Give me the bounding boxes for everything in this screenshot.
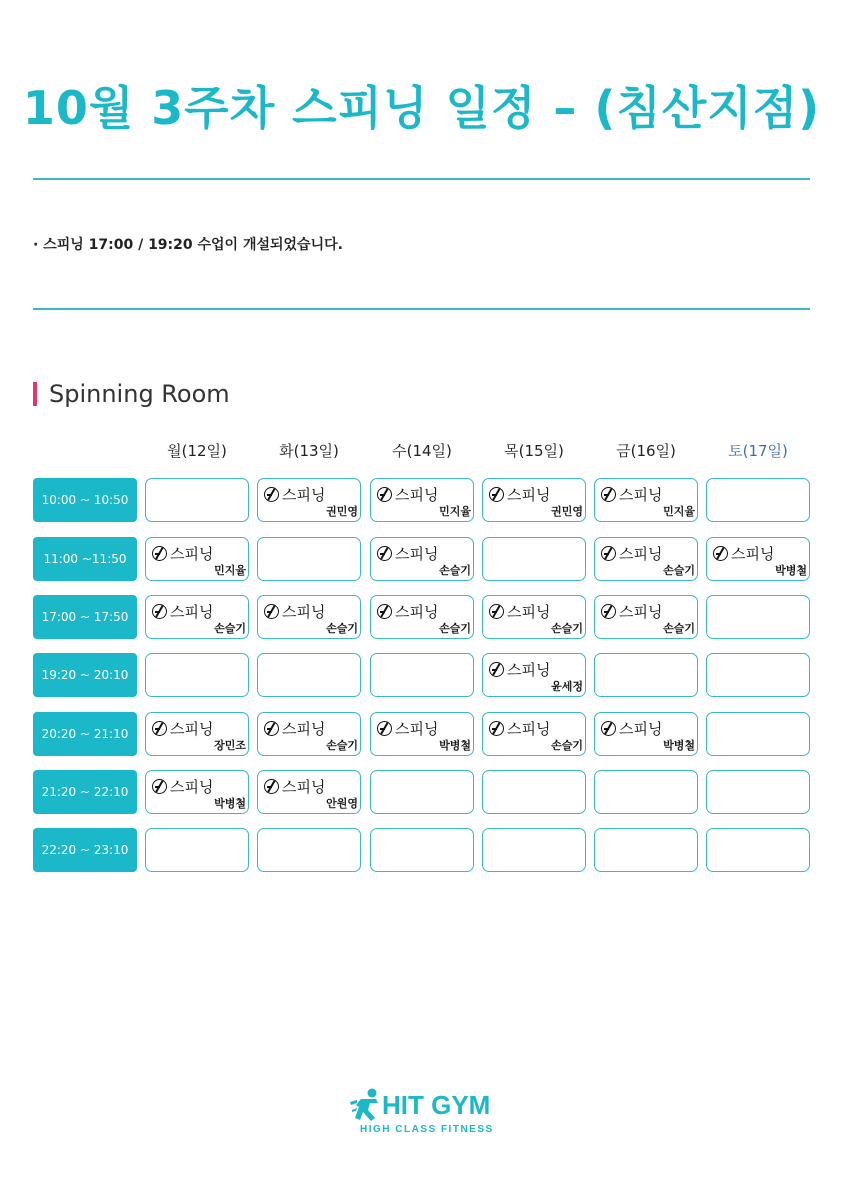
empty-slot: [370, 770, 474, 814]
empty-slot: [482, 828, 586, 872]
day-header: 목(15일): [504, 442, 564, 460]
day-header: 화(13일): [279, 442, 339, 460]
empty-slot: [145, 478, 249, 522]
empty-slot: [145, 828, 249, 872]
class-slot: [706, 537, 810, 581]
class-entry: [152, 718, 213, 739]
room-title: [33, 380, 230, 408]
class-name: 스피닝: [170, 778, 214, 796]
instructor-name: 민지율: [439, 505, 471, 518]
time-slot-label: 17:00 ~ 17:50: [33, 595, 137, 639]
class-slot: [594, 595, 698, 639]
class-name: 스피닝: [170, 603, 214, 621]
class-slot: [145, 537, 249, 581]
bike-icon: [601, 546, 616, 561]
class-name: 스피닝: [395, 720, 439, 738]
instructor-name: 권민영: [551, 505, 583, 518]
instructor-name: 손슬기: [326, 622, 358, 635]
class-name: 스피닝: [507, 486, 551, 504]
instructor-name: 민지율: [663, 505, 695, 518]
class-entry: [377, 484, 438, 505]
class-entry: [152, 543, 213, 564]
class-slot: [370, 537, 474, 581]
empty-slot: [594, 770, 698, 814]
instructor-name: 안원영: [326, 797, 358, 810]
day-header: 토(17일): [728, 442, 788, 460]
bike-icon: [152, 546, 167, 561]
instructor-name: 손슬기: [551, 739, 583, 752]
bike-icon: [377, 487, 392, 502]
instructor-name: 손슬기: [663, 564, 695, 577]
bike-icon: [713, 546, 728, 561]
class-name: 스피닝: [507, 603, 551, 621]
bike-icon: [152, 779, 167, 794]
empty-slot: [706, 770, 810, 814]
class-name: 스피닝: [619, 603, 663, 621]
day-header: 월(12일): [167, 442, 227, 460]
class-slot: [594, 537, 698, 581]
hitgym-logo: [348, 1088, 498, 1138]
class-slot: [482, 478, 586, 522]
class-slot: [257, 595, 361, 639]
bike-icon: [489, 662, 504, 677]
empty-slot: [145, 653, 249, 697]
instructor-name: 손슬기: [551, 622, 583, 635]
empty-slot: [370, 828, 474, 872]
class-name: 스피닝: [395, 486, 439, 504]
class-slot: [594, 478, 698, 522]
bike-icon: [264, 487, 279, 502]
class-entry: [601, 718, 662, 739]
empty-slot: [706, 828, 810, 872]
class-slot: [145, 595, 249, 639]
class-name: 스피닝: [395, 545, 439, 563]
time-slot-label: 22:20 ~ 23:10: [33, 828, 137, 872]
class-slot: [370, 595, 474, 639]
bike-icon: [489, 721, 504, 736]
bike-icon: [601, 721, 616, 736]
time-slot-label: 20:20 ~ 21:10: [33, 712, 137, 756]
day-header: 금(16일): [616, 442, 676, 460]
class-slot: [482, 712, 586, 756]
instructor-name: 박병철: [439, 739, 471, 752]
class-name: 스피닝: [619, 486, 663, 504]
class-entry: [377, 543, 438, 564]
instructor-name: 박병철: [775, 564, 807, 577]
class-name: 스피닝: [282, 720, 326, 738]
bike-icon: [377, 604, 392, 619]
class-entry: [264, 601, 325, 622]
instructor-name: 박병철: [214, 797, 246, 810]
class-entry: [489, 601, 550, 622]
instructor-name: 손슬기: [439, 622, 471, 635]
time-slot-label: 19:20 ~ 20:10: [33, 653, 137, 697]
class-entry: [489, 659, 550, 680]
logo-sub-text: HIGH CLASS FITNESS: [360, 1124, 494, 1135]
bike-icon: [601, 487, 616, 502]
class-entry: [713, 543, 774, 564]
page-title: 10월 3주차 스피닝 일정 – (침산지점): [22, 81, 821, 135]
bike-icon: [152, 721, 167, 736]
class-entry: [264, 484, 325, 505]
instructor-name: 손슬기: [439, 564, 471, 577]
notice-divider: [33, 308, 810, 310]
time-slot-label: 21:20 ~ 22:10: [33, 770, 137, 814]
empty-slot: [482, 537, 586, 581]
class-slot: [145, 770, 249, 814]
class-name: 스피닝: [507, 661, 551, 679]
bike-icon: [489, 604, 504, 619]
class-slot: [370, 478, 474, 522]
bike-icon: [264, 604, 279, 619]
class-entry: [377, 601, 438, 622]
empty-slot: [482, 770, 586, 814]
notice-text: · 스피닝 17:00 / 19:20 수업이 개설되었습니다.: [33, 237, 343, 253]
class-entry: [264, 776, 325, 797]
time-slot-label: 10:00 ~ 10:50: [33, 478, 137, 522]
class-name: 스피닝: [731, 545, 775, 563]
class-entry: [377, 718, 438, 739]
class-name: 스피닝: [282, 778, 326, 796]
class-slot: [257, 712, 361, 756]
class-entry: [601, 543, 662, 564]
instructor-name: 박병철: [663, 739, 695, 752]
bike-icon: [264, 779, 279, 794]
instructor-name: 윤세정: [551, 680, 583, 693]
class-slot: [257, 770, 361, 814]
bike-icon: [601, 604, 616, 619]
class-slot: [370, 712, 474, 756]
instructor-name: 손슬기: [326, 739, 358, 752]
time-slot-label: 11:00 ~11:50: [33, 537, 137, 581]
bike-icon: [264, 721, 279, 736]
class-slot: [257, 478, 361, 522]
instructor-name: 권민영: [326, 505, 358, 518]
empty-slot: [706, 478, 810, 522]
bike-icon: [489, 487, 504, 502]
runner-figure-icon: [348, 1088, 384, 1124]
day-header: 수(14일): [392, 442, 452, 460]
title-divider: [33, 178, 810, 180]
class-name: 스피닝: [170, 545, 214, 563]
class-slot: [594, 712, 698, 756]
empty-slot: [257, 828, 361, 872]
class-name: 스피닝: [395, 603, 439, 621]
class-entry: [152, 601, 213, 622]
bike-icon: [377, 546, 392, 561]
empty-slot: [594, 828, 698, 872]
class-slot: [145, 712, 249, 756]
class-entry: [601, 601, 662, 622]
class-entry: [489, 718, 550, 739]
empty-slot: [370, 653, 474, 697]
empty-slot: [257, 537, 361, 581]
class-name: 스피닝: [282, 486, 326, 504]
room-name: Spinning Room: [49, 380, 230, 408]
class-entry: [264, 718, 325, 739]
class-slot: [482, 595, 586, 639]
empty-slot: [706, 595, 810, 639]
class-name: 스피닝: [619, 720, 663, 738]
empty-slot: [706, 712, 810, 756]
instructor-name: 민지율: [214, 564, 246, 577]
instructor-name: 손슬기: [663, 622, 695, 635]
class-entry: [489, 484, 550, 505]
class-name: 스피닝: [282, 603, 326, 621]
class-name: 스피닝: [170, 720, 214, 738]
bike-icon: [152, 604, 167, 619]
empty-slot: [594, 653, 698, 697]
bike-icon: [377, 721, 392, 736]
instructor-name: 손슬기: [214, 622, 246, 635]
empty-slot: [257, 653, 361, 697]
instructor-name: 장민조: [214, 739, 246, 752]
class-name: 스피닝: [619, 545, 663, 563]
room-marker: [33, 382, 37, 406]
class-entry: [601, 484, 662, 505]
class-entry: [152, 776, 213, 797]
empty-slot: [706, 653, 810, 697]
class-name: 스피닝: [507, 720, 551, 738]
class-slot: [482, 653, 586, 697]
logo-main-text: HIT GYM: [382, 1090, 491, 1120]
